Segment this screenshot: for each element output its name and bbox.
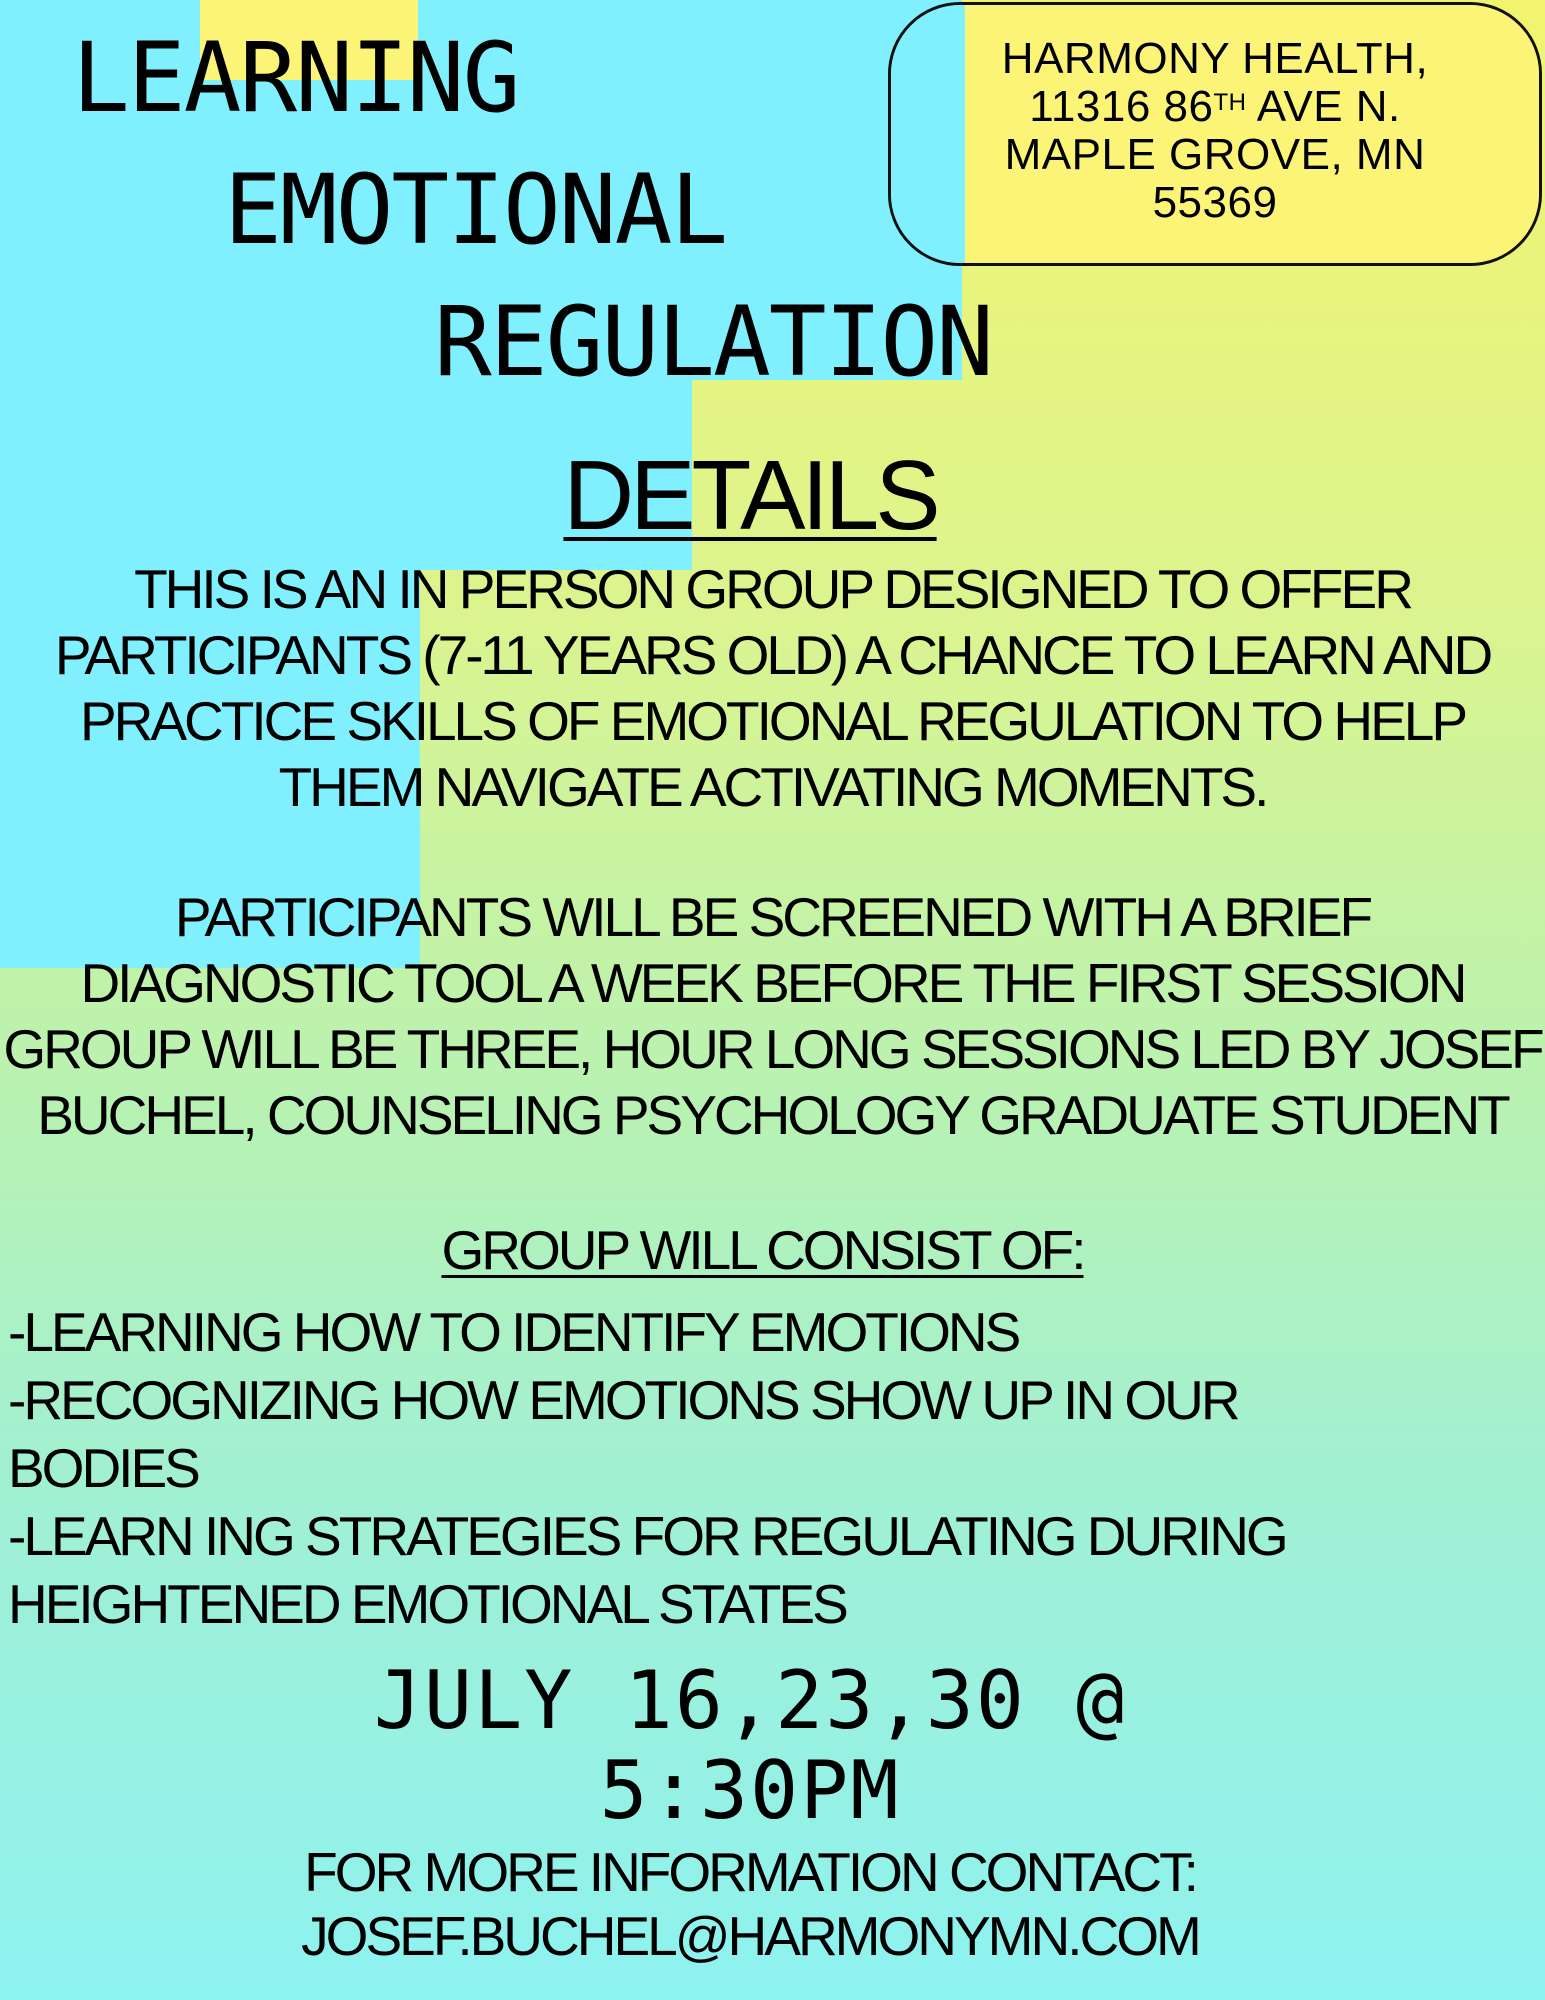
title-line-3: REGULATION (434, 286, 992, 398)
paragraph-line: PRACTICE SKILLS OF EMOTIONAL REGULATION TO HELP (79, 690, 1466, 752)
list-item: -RECOGNIZING HOW EMOTIONS SHOW UP IN OUR (8, 1369, 1238, 1431)
paragraph-line: THIS IS AN IN PERSON GROUP DESIGNED TO OFFER (134, 558, 1411, 620)
title-line-1: LEARNING (72, 22, 519, 134)
paragraph-line: BUCHEL, COUNSELING PSYCHOLOGY GRADUATE STUDENT (37, 1084, 1508, 1146)
address-line-3: MAPLE GROVE, MN (1004, 130, 1426, 179)
list-item: -LEARNING HOW TO IDENTIFY EMOTIONS (8, 1301, 1019, 1363)
list-item: HEIGHTENED EMOTIONAL STATES (8, 1573, 846, 1635)
schedule-line-1: JULY 16,23,30 @ (373, 1654, 1127, 1747)
contact-line-1: FOR MORE INFORMATION CONTACT: (304, 1841, 1196, 1903)
address-line-4: 55369 (1152, 178, 1278, 227)
address-line-1: HARMONY HEALTH, (1001, 34, 1429, 83)
list-item: -LEARN ING STRATEGIES FOR REGULATING DURING (8, 1505, 1286, 1567)
address-text (891, 35, 1539, 227)
details-paragraph-1 (0, 556, 1545, 820)
address-box (888, 2, 1542, 266)
contact-email[interactable]: JOSEF.BUCHEL@HARMONYMN.COM (301, 1905, 1199, 1967)
contact-info (0, 1840, 1500, 1968)
address-line-2: 11316 86TH AVE N. (1029, 82, 1401, 131)
schedule-line-2: 5:30PM (599, 1744, 901, 1837)
schedule-date (0, 1656, 1500, 1836)
list-item: BODIES (8, 1437, 198, 1499)
details-paragraph-2 (0, 884, 1545, 1148)
details-heading: DETAILS (563, 440, 937, 550)
paragraph-line: PARTICIPANTS WILL BE SCREENED WITH A BRIEF (174, 886, 1371, 948)
title-line-2: EMOTIONAL (224, 154, 727, 266)
paragraph-line: GROUP WILL BE THREE, HOUR LONG SESSIONS LED BY JOSEF (3, 1018, 1542, 1080)
consist-heading: GROUP WILL CONSIST OF: (441, 1219, 1084, 1281)
paragraph-line: THEM NAVIGATE ACTIVATING MOMENTS. (278, 756, 1267, 818)
consist-list (8, 1298, 1286, 1638)
paragraph-line: PARTICIPANTS (7-11 YEARS OLD) A CHANCE TO LEARN AND (54, 624, 1491, 686)
paragraph-line: DIAGNOSTIC TOOL A WEEK BEFORE THE FIRST SESSION (80, 952, 1465, 1014)
